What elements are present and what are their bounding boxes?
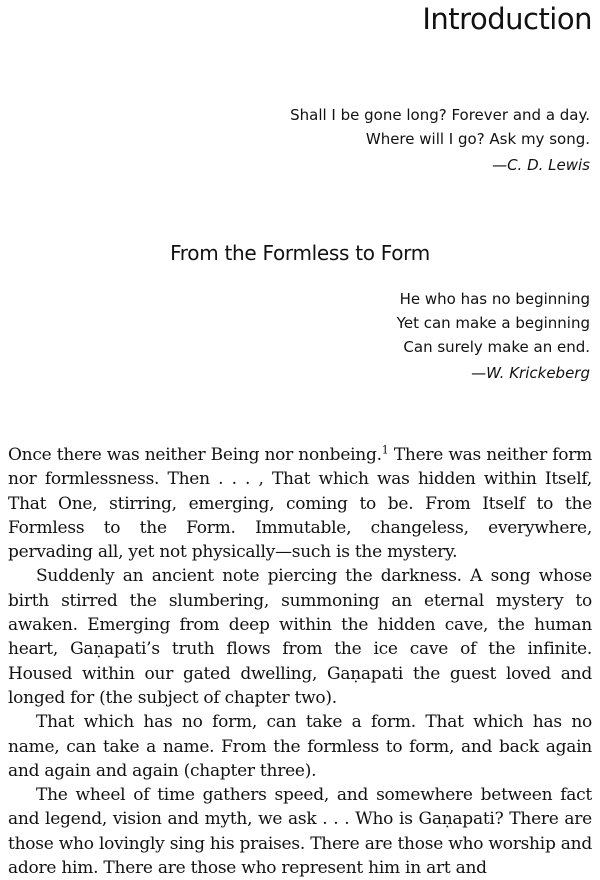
chapter-title: Introduction (422, 2, 592, 36)
paragraph-1-start: Once there was neither Being nor nonbeing. (8, 445, 382, 465)
epigraph-attribution: —C. D. Lewis (492, 156, 590, 174)
body-text (8, 443, 592, 880)
epigraph-line: He who has no beginning (399, 290, 590, 308)
paragraph-1-rest: There was neither form nor formlessness. Then . . . , That which was hidden within Itself, That One, stirring, emerging, coming to be. From Itself to the Formless to the Form. Immutable, changeless, everywhere, pervading all, yet not physically—such is the mystery. (8, 445, 592, 563)
epigraph-lewis (290, 103, 590, 177)
paragraph-2: Suddenly an ancient note piercing the darkness. A song whose birth stirred the slumbering, summoning an eternal mystery to awaken. Emerging from deep within the hidden cave, the human heart, Gaṇapati’s truth flows from the ice cave of the infinite. Housed within our gated dwelling, Gaṇapati the guest loved and longed for (the subject of chapter two). (8, 566, 592, 708)
epigraph-krickeberg (397, 287, 590, 385)
epigraph-line: Where will I go? Ask my song. (365, 130, 590, 148)
paragraph-1 (8, 443, 592, 564)
paragraph-3: That which has no form, can take a form. That which has no name, can take a name. From the formless to form, and back again and again and again (chapter three). (8, 712, 592, 781)
footnote-marker[interactable]: 1 (381, 443, 389, 457)
epigraph-line: Shall I be gone long? Forever and a day. (290, 106, 590, 124)
paragraph-4: The wheel of time gathers speed, and somewhere between fact and legend, vision and myth, we ask . . . Who is Gaṇapati? There are those who lovingly sing his praises. There are those who worship and adore him. There are those who represent him in art and (8, 785, 592, 879)
epigraph-attribution: —W. Krickeberg (471, 364, 590, 382)
section-title: From the Formless to Form (170, 241, 430, 265)
epigraph-line: Can surely make an end. (403, 338, 590, 356)
epigraph-line: Yet can make a beginning (396, 314, 590, 332)
